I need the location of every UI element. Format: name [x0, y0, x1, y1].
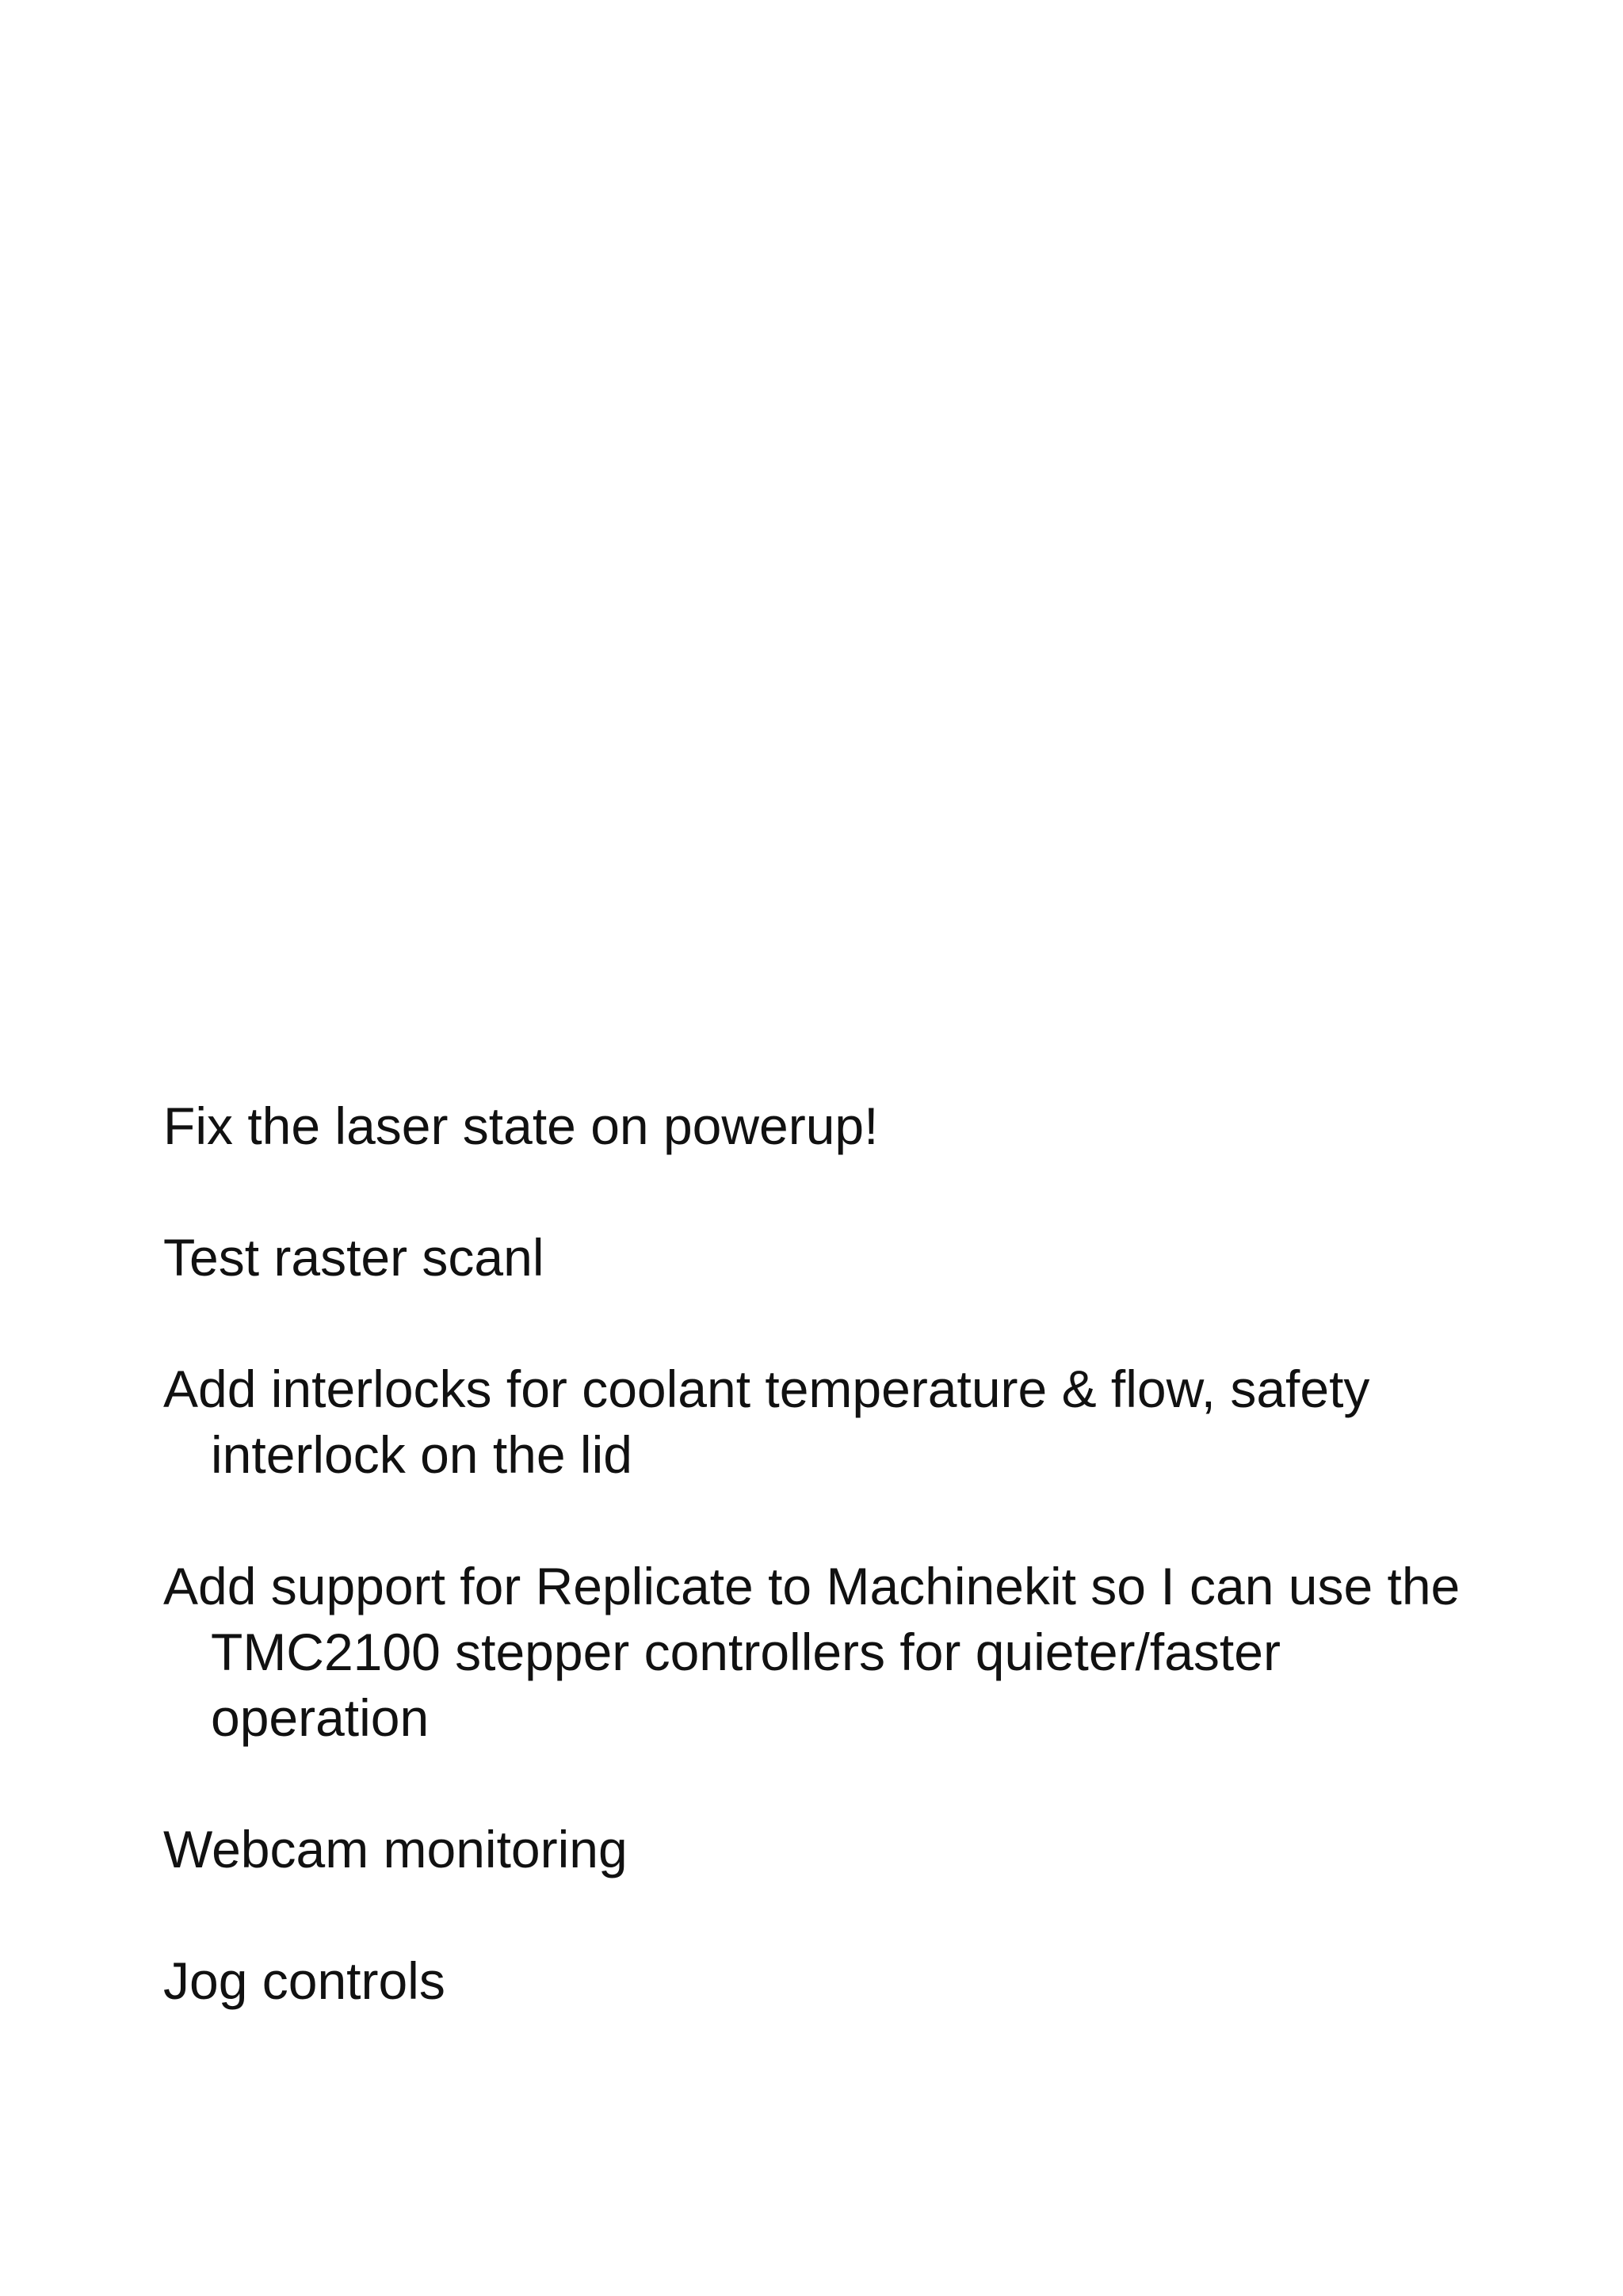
todo-item-raster-scan: Test raster scanl — [163, 1228, 544, 1287]
todo-item-machinekit-support: Add support for Replicate to Machinekit so I can use the TMC2100 stepper controllers for quieter/faster operation — [163, 1557, 1461, 1747]
todo-item-webcam: Webcam monitoring — [163, 1820, 628, 1878]
todo-item-laser-state: Fix the laser state on powerup! — [163, 1097, 879, 1155]
todo-item-jog-controls: Jog controls — [163, 1951, 445, 2010]
todo-item-interlocks: Add interlocks for coolant temperature & flow, safety interlock on the lid — [163, 1360, 1370, 1484]
todo-list — [163, 1093, 1479, 2080]
